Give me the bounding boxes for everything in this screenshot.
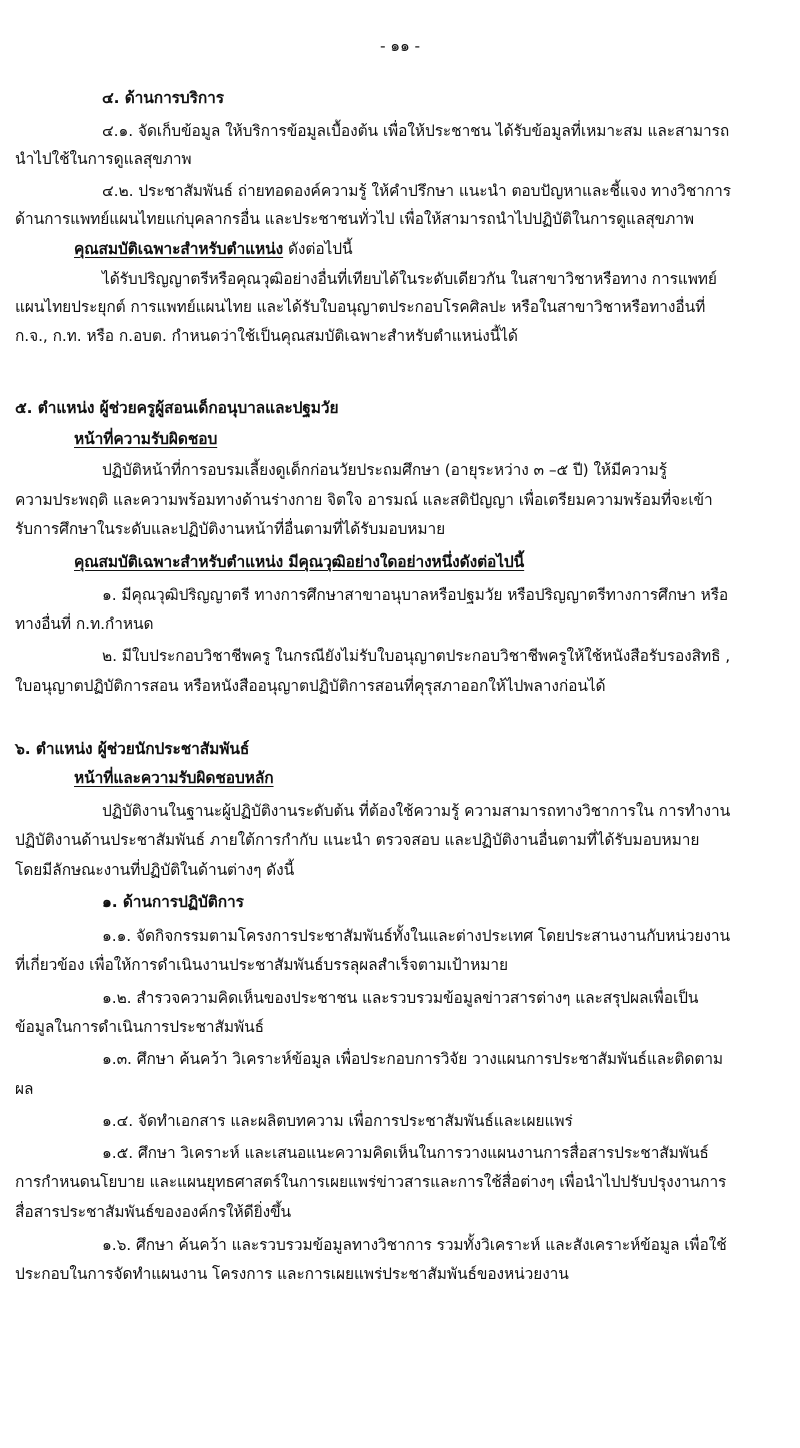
paragraph-line: โดยมีลักษณะงานที่ปฏิบัติในด้านต่างๆ ดังนี้: [15, 861, 295, 879]
paragraph-line: ๑.๑. จัดกิจกรรมตามโครงการประชาสัมพันธ์ทั้งในและต่างประเทศ โดยประสานงานกับหน่วยงาน: [102, 927, 731, 945]
position-heading: ๕. ตำแหน่ง ผู้ช่วยครูผู้สอนเด็กอนุบาลและปฐมวัย: [15, 399, 339, 417]
duty-heading: หน้าที่และความรับผิดชอบหลัก: [74, 769, 274, 787]
sub-heading: ๑. ด้านการปฏิบัติการ: [102, 893, 244, 911]
paragraph-line: ๑.๒. สำรวจความคิดเห็นของประชาชน และรวบรวมข้อมูลข่าวสารต่างๆ และสรุปผลเพื่อเป็น: [102, 989, 699, 1007]
qualification-heading-suffix: ดังต่อไปนี้: [283, 240, 353, 258]
paragraph-line: ๔.๒. ประชาสัมพันธ์ ถ่ายทอดองค์ความรู้ ให้คำปรึกษา แนะนำ ตอบปัญหาและชี้แจง ทางวิชาการ: [102, 182, 731, 200]
paragraph-line: ๔.๑. จัดเก็บข้อมูล ให้บริการข้อมูลเบื้องต้น เพื่อให้ประชาชน ได้รับข้อมูลที่เหมาะสม และสามารถ: [102, 122, 730, 140]
paragraph-line: ปฏิบัติหน้าที่การอบรมเลี้ยงดูเด็กก่อนวัยประถมศึกษา (อายุระหว่าง ๓ –๕ ปี) ให้มีความรู้: [102, 461, 667, 479]
paragraph-line: ปฏิบัติงานในฐานะผู้ปฏิบัติงานระดับต้น ที่ต้องใช้ความรู้ ความสามารถทางวิชาการใน การทำงาน: [102, 802, 731, 820]
position-heading: ๖. ตำแหน่ง ผู้ช่วยนักประชาสัมพันธ์: [15, 740, 250, 758]
paragraph-line: ได้รับปริญญาตรีหรือคุณวุฒิอย่างอื่นที่เทียบได้ในระดับเดียวกัน ในสาขาวิชาหรือทาง การแพทย์: [102, 270, 717, 288]
paragraph-line: ใบอนุญาตปฏิบัติการสอน หรือหนังสืออนุญาตปฏิบัติการสอนที่คุรุสภาออกให้ไปพลางก่อนได้: [15, 677, 606, 695]
paragraph-line: ๒. มีใบประกอบวิชาชีพครู ในกรณียังไม่รับใบอนุญาตประกอบวิชาชีพครูให้ใช้หนังสือรับรองสิทธิ ,: [102, 647, 731, 665]
section-heading: ๔. ด้านการบริการ: [102, 89, 224, 107]
paragraph-line: ด้านการแพทย์แผนไทยแก่บุคลากรอื่น และประชาชนทั่วไป เพื่อให้สามารถนำไปปฏิบัติในการดูแลสุขภาพ: [15, 210, 695, 228]
paragraph-line: รับการศึกษาในระดับและปฏิบัติงานหน้าที่อื่นตามที่ได้รับมอบหมาย: [15, 520, 446, 538]
paragraph-line: ก.จ., ก.ท. หรือ ก.อบต. กำหนดว่าใช้เป็นคุณสมบัติเฉพาะสำหรับตำแหน่งนี้ได้: [15, 327, 518, 345]
duty-heading: หน้าที่ความรับผิดชอบ: [74, 430, 218, 448]
paragraph-line: ปฏิบัติงานด้านประชาสัมพันธ์ ภายใต้การกำกับ แนะนำ ตรวจสอบ และปฏิบัติงานอื่นตามที่ได้รับมอบหมาย: [15, 831, 700, 849]
paragraph-line: ประกอบในการจัดทำแผนงาน โครงการ และการเผยแพร่ประชาสัมพันธ์ของหน่วยงาน: [15, 1265, 569, 1283]
paragraph-line: ที่เกี่ยวข้อง เพื่อให้การดำเนินงานประชาสัมพันธ์บรรลุผลสำเร็จตามเป้าหมาย: [15, 956, 508, 974]
paragraph-line: ๑.๕. ศึกษา วิเคราะห์ และเสนอแนะความคิดเห็นในการวางแผนงานการสื่อสารประชาสัมพันธ์: [102, 1144, 709, 1162]
paragraph-line: ความประพฤติ และความพร้อมทางด้านร่างกาย จิตใจ อารมณ์ และสติปัญญา เพื่อเตรียมความพร้อมที่จะเข้า: [15, 491, 713, 509]
paragraph-line: ทางอื่นที่ ก.ท.กำหนด: [15, 615, 154, 633]
paragraph-line: สื่อสารประชาสัมพันธ์ขององค์กรให้ดียิ่งขึ้น: [15, 1203, 292, 1221]
qualification-heading-line: [74, 239, 353, 259]
paragraph-line: ๑.๖. ศึกษา ค้นคว้า และรวบรวมข้อมูลทางวิชาการ รวมทั้งวิเคราะห์ และสังเคราะห์ข้อมูล เพื่อใช้: [102, 1236, 727, 1254]
paragraph-line: ข้อมูลในการดำเนินการประชาสัมพันธ์: [15, 1018, 264, 1036]
paragraph-line: นำไปใช้ในการดูแลสุขภาพ: [15, 150, 192, 168]
qualification-heading: คุณสมบัติเฉพาะสำหรับตำแหน่ง: [74, 240, 284, 258]
paragraph-line: ๑. มีคุณวุฒิปริญญาตรี ทางการศึกษาสาขาอนุบาลหรือปฐมวัย หรือปริญญาตรีทางการศึกษา หรือ: [102, 586, 729, 604]
paragraph-line: ๑.๔. จัดทำเอกสาร และผลิตบทความ เพื่อการประชาสัมพันธ์และเผยแพร่: [102, 1112, 573, 1130]
paragraph-line: การกำหนดนโยบาย และแผนยุทธศาสตร์ในการเผยแพร่ข่าวสารและการใช้สื่อต่างๆ เพื่อนำไปปรับปรุงงานการ: [15, 1173, 727, 1191]
paragraph-line: ๑.๓. ศึกษา ค้นคว้า วิเคราะห์ข้อมูล เพื่อประกอบการวิจัย วางแผนการประชาสัมพันธ์และติดตาม: [102, 1050, 724, 1068]
paragraph-line: ผล: [15, 1080, 34, 1098]
paragraph-line: แผนไทยประยุกต์ การแพทย์แผนไทย และได้รับใบอนุญาตประกอบโรคศิลปะ หรือในสาขาวิชาหรือทางอื่นที่: [15, 298, 706, 316]
page-number: - ๑๑ -: [379, 37, 421, 55]
qualification-heading: คุณสมบัติเฉพาะสำหรับตำแหน่ง มีคุณวุฒิอย่างใดอย่างหนึ่งดังต่อไปนี้: [74, 553, 525, 571]
